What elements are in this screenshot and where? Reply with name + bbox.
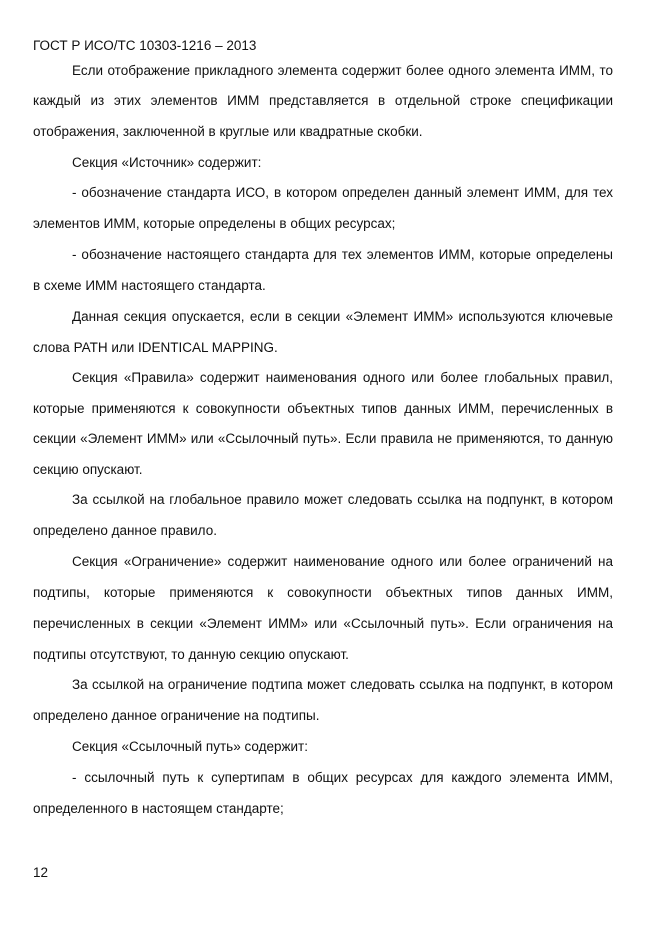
- text-line: подтипы, которые применяются к совокупности объектных типов данных ИММ,: [33, 585, 613, 600]
- text-line: слова PATH или IDENTICAL MAPPING.: [33, 340, 278, 355]
- text-line: За ссылкой на глобальное правило может следовать ссылка на подпункт, в котором: [72, 492, 613, 507]
- text-line: элементов ИММ, которые определены в общих ресурсах;: [33, 216, 396, 231]
- text-line: секции «Элемент ИММ» или «Ссылочный путь». Если правила не применяются, то данную: [33, 431, 613, 446]
- text-line: определенного в настоящем стандарте;: [33, 801, 284, 816]
- text-line: - ссылочный путь к супертипам в общих ресурсах для каждого элемента ИММ,: [72, 770, 613, 785]
- text-line: Секция «Ссылочный путь» содержит:: [72, 739, 308, 754]
- text-line: Секция «Источник» содержит:: [72, 155, 262, 170]
- text-line: Секция «Правила» содержит наименования одного или более глобальных правил,: [72, 370, 613, 385]
- text-line: перечисленных в секции «Элемент ИММ» или «Ссылочный путь». Если ограничения на: [33, 616, 613, 631]
- text-line: отображения, заключенной в круглые или квадратные скобки.: [33, 124, 423, 139]
- text-line: в схеме ИММ настоящего стандарта.: [33, 278, 266, 293]
- text-line: За ссылкой на ограничение подтипа может следовать ссылка на подпункт, в котором: [72, 677, 613, 692]
- text-line: Данная секция опускается, если в секции «Элемент ИММ» используются ключевые: [72, 309, 613, 324]
- text-line: определено данное ограничение на подтипы.: [33, 708, 320, 723]
- document-header: ГОСТ Р ИСО/ТС 10303-1216 – 2013: [33, 38, 257, 53]
- text-line: - обозначение стандарта ИСО, в котором определен данный элемент ИММ, для тех: [72, 185, 613, 200]
- text-line: - обозначение настоящего стандарта для тех элементов ИММ, которые определены: [72, 247, 613, 262]
- text-line: которые применяются к совокупности объектных типов данных ИММ, перечисленных в: [33, 401, 613, 416]
- text-line: Если отображение прикладного элемента содержит более одного элемента ИММ, то: [72, 63, 613, 78]
- page-number: 12: [33, 865, 49, 880]
- text-line: каждый из этих элементов ИММ представляется в отдельной строке спецификации: [33, 93, 613, 108]
- text-line: Секция «Ограничение» содержит наименование одного или более ограничений на: [72, 554, 613, 569]
- text-line: подтипы отсутствуют, то данную секцию опускают.: [33, 647, 349, 662]
- text-line: определено данное правило.: [33, 523, 217, 538]
- text-line: секцию опускают.: [33, 462, 143, 477]
